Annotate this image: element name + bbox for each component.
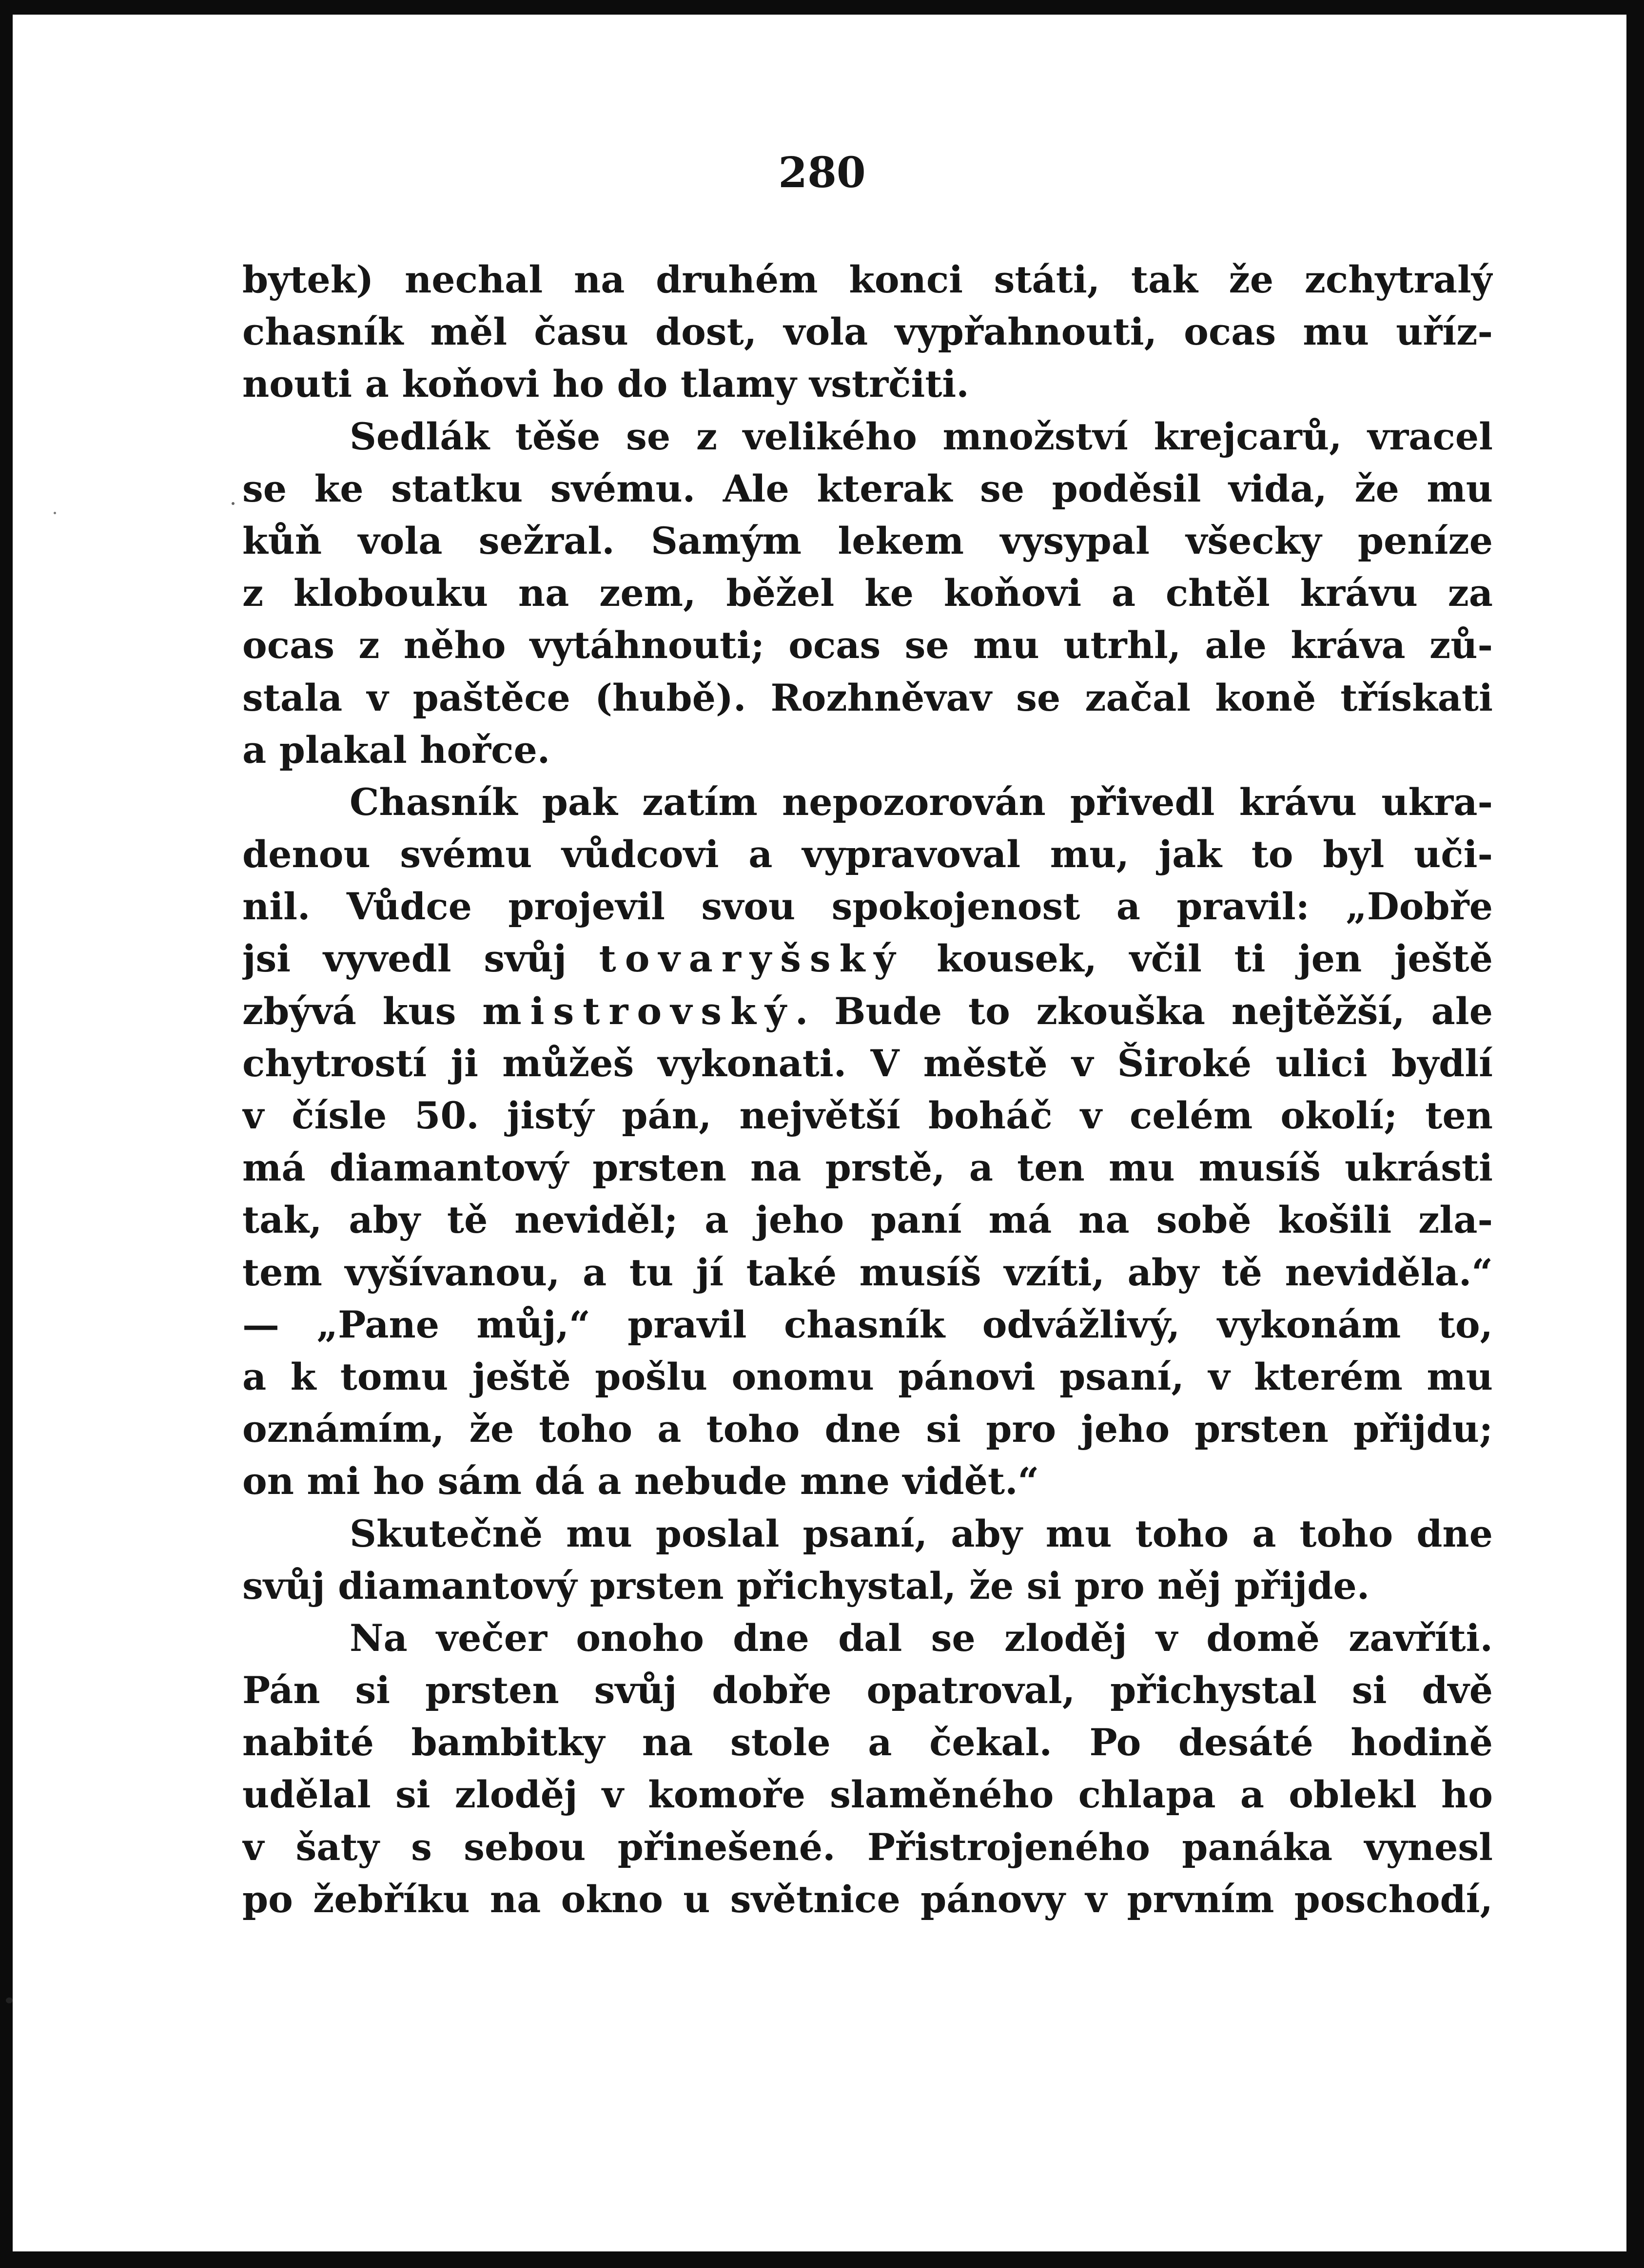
text-line: z klobouku na zem, běžel ke koňovi a chtěl krávu za xyxy=(242,571,1493,615)
spaced-emphasis: mistrovský xyxy=(482,989,795,1033)
spaced-emphasis: tovaryšský xyxy=(599,937,904,981)
text-line: nouti a koňovi ho do tlamy vstrčiti. xyxy=(242,362,969,406)
text-line: v šaty s sebou přinešené. Přistrojeného panáka vynesl xyxy=(242,1825,1493,1869)
text-line: kůň vola sežral. Samým lekem vysypal všecky peníze xyxy=(242,519,1493,562)
paragraph-start-line: Na večer onoho dne dal se zloděj v domě zavříti. xyxy=(350,1616,1493,1660)
text-line: chasník měl času dost, vola vypřahnouti, ocas mu uříz- xyxy=(242,310,1493,354)
body-text xyxy=(242,253,1493,1925)
text-line: po žebříku na okno u světnice pánovy v prvním poschodí, xyxy=(242,1877,1493,1921)
text-segment: zbývá kus xyxy=(242,989,483,1033)
text-line: svůj diamantový prsten přichystal, že si pro něj přijde. xyxy=(242,1564,1370,1608)
text-line xyxy=(242,985,1493,1037)
text-line: tem vyšívanou, a tu jí také musíš vzíti, aby tě neviděla.“ xyxy=(242,1250,1493,1294)
text-line xyxy=(242,932,1493,985)
text-line: denou svému vůdcovi a vypravoval mu, jak to byl uči- xyxy=(242,833,1493,876)
text-line: nabité bambitky na stole a čekal. Po desáté hodině xyxy=(242,1721,1493,1764)
text-line: oznámím, že toho a toho dne si pro jeho prsten přijdu; xyxy=(242,1407,1493,1451)
text-line: udělal si zloděj v komoře slaměného chlapa a oblekl ho xyxy=(242,1773,1493,1817)
text-line: chytrostí ji můžeš vykonati. V městě v Široké ulici bydlí xyxy=(242,1041,1493,1085)
text-line: stala v paštěce (hubě). Rozhněvav se začal koně třískati xyxy=(242,676,1493,719)
text-line: a k tomu ještě pošlu onomu pánovi psaní, v kterém mu xyxy=(242,1355,1493,1398)
text-line: a plakal hořce. xyxy=(242,728,550,772)
paragraph-start-line: Chasník pak zatím nepozorován přivedl krávu ukra- xyxy=(350,780,1493,824)
text-line: on mi ho sám dá a nebude mne vidět.“ xyxy=(242,1459,1039,1503)
text-segment: kousek, včil ti jen ještě xyxy=(904,937,1493,981)
text-segment: jsi vyvedl svůj xyxy=(242,937,599,981)
text-line: tak, aby tě neviděl; a jeho paní má na sobě košili zla- xyxy=(242,1198,1493,1242)
text-line: nil. Vůdce projevil svou spokojenost a pravil: „Dobře xyxy=(242,885,1493,929)
text-line: v čísle 50. jistý pán, největší boháč v celém okolí; ten xyxy=(242,1094,1493,1137)
scan-speck xyxy=(232,502,235,505)
scan-speck xyxy=(6,1997,13,2003)
text-line: se ke statku svému. Ale kterak se poděsil vida, že mu xyxy=(242,466,1493,510)
text-line: — „Pane můj,“ pravil chasník odvážlivý, vykonám to, xyxy=(242,1302,1493,1346)
paragraph-start-line: Sedlák těše se z velikého množství krejcarů, vracel xyxy=(350,414,1493,458)
scan-speck xyxy=(54,512,56,514)
text-line: má diamantový prsten na prstě, a ten mu musíš ukrásti xyxy=(242,1146,1493,1190)
page-number: 280 xyxy=(778,148,866,197)
paragraph-start-line: Skutečně mu poslal psaní, aby mu toho a toho dne xyxy=(350,1512,1493,1555)
text-line: bytek) nechal na druhém konci státi, tak že zchytralý xyxy=(242,258,1493,301)
text-segment: . Bude to zkouška nejtěžší, ale xyxy=(795,989,1493,1033)
text-line: Pán si prsten svůj dobře opatroval, přichystal si dvě xyxy=(242,1668,1493,1712)
text-line: ocas z něho vytáhnouti; ocas se mu utrhl, ale kráva zů- xyxy=(242,623,1493,667)
